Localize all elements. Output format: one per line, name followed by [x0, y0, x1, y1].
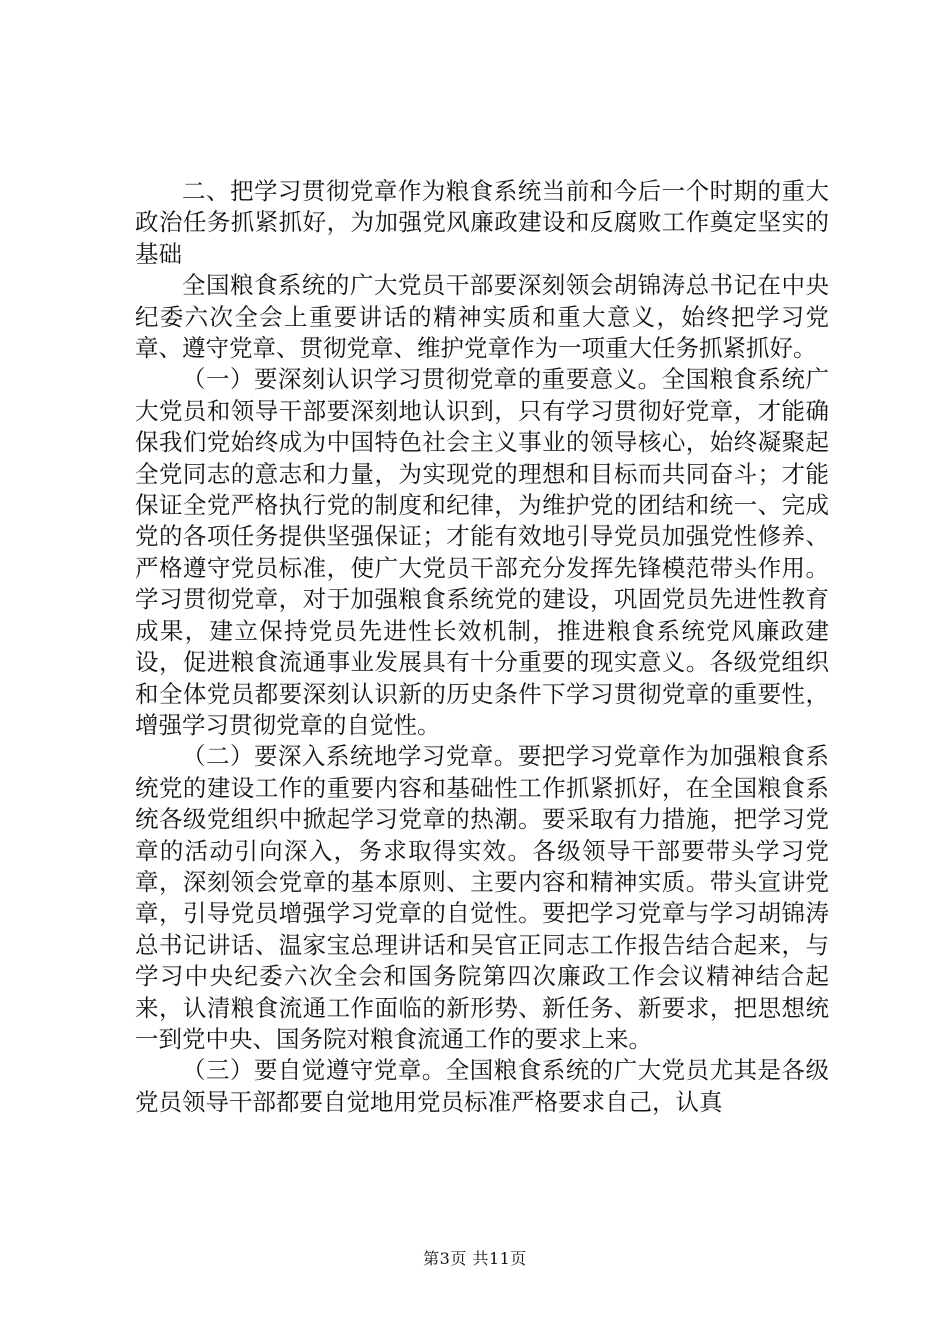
paragraph-intro: 全国粮食系统的广大党员干部要深刻领会胡锦涛总书记在中央纪委六次全会上重要讲话的精神实质和重大意义，始终把学习党章、遵守党章、贯彻党章、维护党章作为一项重大任务抓紧抓好。 — [135, 271, 829, 363]
paragraph-item-3: （三）要自觉遵守党章。全国粮食系统的广大党员尤其是各级党员领导干部都要自觉地用党员标准严格要求自己，认真 — [135, 1056, 829, 1116]
document-body — [135, 176, 829, 1118]
paragraph-item-1: （一）要深刻认识学习贯彻党章的重要意义。全国粮食系统广大党员和领导干部要深刻地认识到，只有学习贯彻好党章，才能确保我们党始终成为中国特色社会主义事业的领导核心，始终凝聚起全党同志的意志和力量，为实现党的理想和目标而共同奋斗；才能保证全党严格执行党的制度和纪律，为维护党的团结和统一、完成党的各项任务提供坚强保证；才能有效地引导党员加强党性修养、严格遵守党员标准，使广大党员干部充分发挥先锋模范带头作用。学习贯彻党章，对于加强粮食系统党的建设，巩固党员先进性教育成果，建立保持党员先进性长效机制，推进粮食系统党风廉政建设，促进粮食流通事业发展具有十分重要的现实意义。各级党组织和全体党员都要深刻认识新的历史条件下学习贯彻党章的重要性，增强学习贯彻党章的自觉性。 — [135, 365, 829, 739]
paragraph-item-2: （二）要深入系统地学习党章。要把学习党章作为加强粮食系统党的建设工作的重要内容和基础性工作抓紧抓好，在全国粮食系统各级党组织中掀起学习党章的热潮。要采取有力措施，把学习党章的活动引向深入，务求取得实效。各级领导干部要带头学习党章，深刻领会党章的基本原则、主要内容和精神实质。带头宣讲党章，引导党员增强学习党章的自觉性。要把学习党章与学习胡锦涛总书记讲话、温家宝总理讲话和吴官正同志工作报告结合起来，与学习中央纪委六次全会和国务院第四次廉政工作会议精神结合起来，认清粮食流通工作面临的新形势、新任务、新要求，把思想统一到党中央、国务院对粮食流通工作的要求上来。 — [135, 742, 829, 1053]
section-heading: 二、把学习贯彻党章作为粮食系统当前和今后一个时期的重大政治任务抓紧抓好，为加强党风廉政建设和反腐败工作奠定坚实的基础 — [135, 177, 829, 268]
page-number: 第3页 共11页 — [423, 1249, 527, 1268]
